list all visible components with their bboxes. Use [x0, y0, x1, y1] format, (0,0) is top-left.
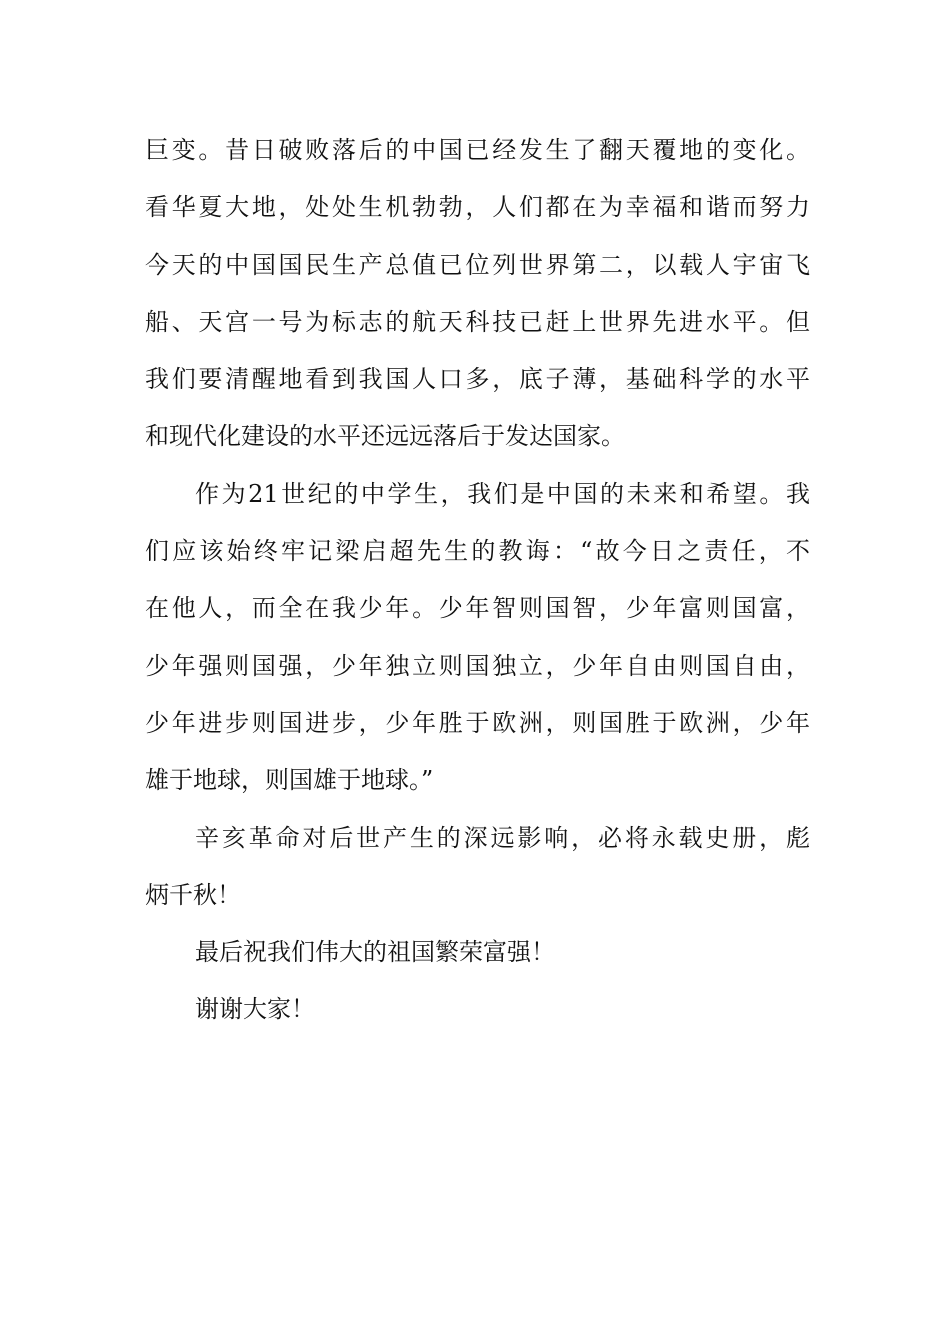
text-line: 谢谢大家！ — [195, 995, 315, 1024]
text-line: 少年强则国强，少年独立则国独立，少年自由则国自由， — [145, 651, 810, 680]
text-line: 少年进步则国进步，少年胜于欧洲，则国胜于欧洲，少年 — [145, 708, 810, 737]
text-line: 在他人，而全在我少年。少年智则国智，少年富则国富， — [145, 594, 810, 623]
text-line: 雄于地球，则国雄于地球。” — [145, 766, 434, 795]
text-line: 们应该始终牢记梁启超先生的教诲：“故今日之责任，不 — [145, 537, 810, 566]
document-body — [145, 122, 810, 1039]
text-line: 看华夏大地，处处生机勃勃，人们都在为幸福和谐而努力 — [145, 193, 810, 222]
text-line: 巨变。昔日破败落后的中国已经发生了翻天覆地的变化。 — [145, 136, 810, 164]
text-line: 我们要清醒地看到我国人口多，底子薄，基础科学的水平 — [145, 365, 810, 394]
text-line: 炳千秋！ — [145, 880, 241, 909]
paragraph-4 — [145, 924, 810, 981]
text-line: 船、天宫一号为标志的航天科技已赶上世界先进水平。但 — [145, 307, 810, 336]
paragraph-5 — [145, 981, 810, 1038]
text-line: 和现代化建设的水平还远远落后于发达国家。 — [145, 422, 625, 451]
text-line: 作为21世纪的中学生，我们是中国的未来和希望。我 — [195, 479, 810, 508]
paragraph-1 — [145, 122, 810, 466]
paragraph-2 — [145, 466, 810, 810]
text-line: 最后祝我们伟大的祖国繁荣富强！ — [195, 938, 555, 967]
paragraph-3 — [145, 810, 810, 925]
text-line: 今天的中国国民生产总值已位列世界第二，以载人宇宙飞 — [145, 250, 810, 279]
text-line: 辛亥革命对后世产生的深远影响，必将永载史册，彪 — [195, 823, 810, 852]
